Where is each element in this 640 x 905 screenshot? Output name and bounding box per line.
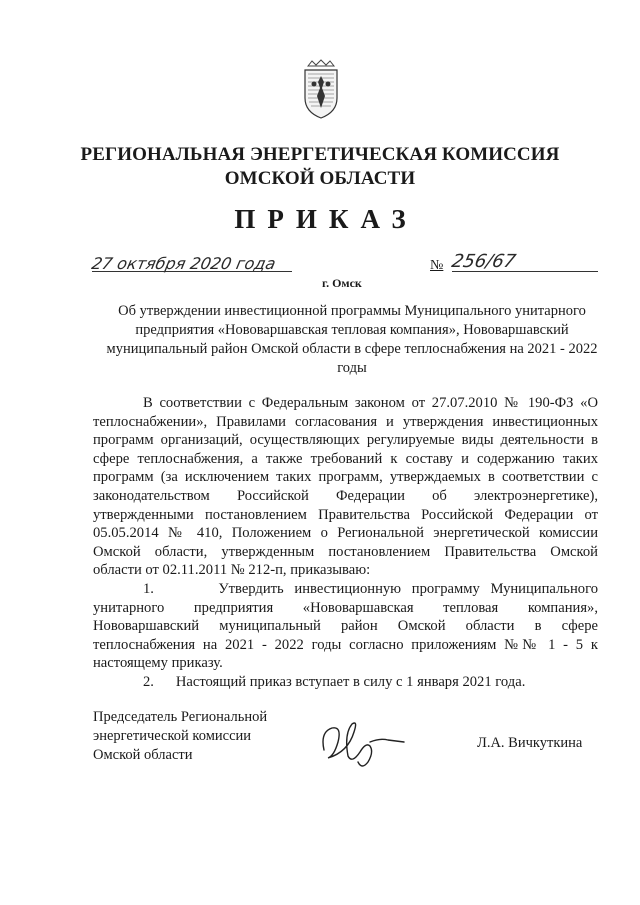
organization-name-line-2: ОМСКОЙ ОБЛАСТИ [224, 168, 416, 189]
coat-of-arms-icon [302, 58, 340, 120]
number-sign: № [430, 258, 444, 273]
order-body [93, 394, 598, 692]
signatory-name: Л.А. Вичкуткина [477, 735, 583, 751]
order-item-2: 2. Настоящий приказ вступает в силу с 1 января 2021 года. [143, 673, 526, 690]
order-item-1: 1. Утвердить инвестиционную программу Муниципального унитарного предприятия «Нововаршавская тепловая компания», Нововаршавский муниципальный район Омской области в сфере теплоснабжения на 2021 - 2022 годы согласно приложениям №№ 1 - 5 к настоящему приказу. [93, 580, 598, 672]
organization-name-line-1: РЕГИОНАЛЬНАЯ ЭНЕРГЕТИЧЕСКАЯ КОМИССИЯ [80, 144, 560, 165]
handwritten-signature-icon [318, 712, 408, 772]
city-label: г. Омск [322, 276, 362, 290]
date-underline [92, 271, 292, 272]
handwritten-date: 27 октября 2020 года [89, 254, 278, 273]
order-subject: Об утверждении инвестиционной программы Муниципального унитарного предприятия «Нововаршавская тепловая компания», Нововаршавский муниципальный район Омской области в сфере теплоснабжения на 2021 - 2022 годы [106, 303, 598, 376]
signatory-position-line-2: энергетической комиссии [93, 728, 252, 744]
number-underline [452, 271, 598, 272]
handwritten-order-number: 256/67 [449, 251, 518, 272]
signatory-position [93, 708, 303, 765]
preamble-paragraph: В соответствии с Федеральным законом от 27.07.2010 № 190-ФЗ «О теплоснабжении», Правилами согласования и утверждения инвестиционных программ организаций, осуществляющих регулируемые виды деятельности в сфере теплоснабжения, а также требований к составу и содержанию таких программ (за исключением таких программ, утверждаемых в соответствии с законодательством Российской Федерации об электроэнергетике), утвержденными постановлением Правительства Российской Федерации от 05.05.2014 № 410, Положением о Региональной энергетической комиссии Омской области, утвержденным постановлением Правительства Омской области от 02.11.2011 № 212-п, приказываю: [93, 395, 598, 579]
signatory-position-line-3: Омской области [93, 747, 193, 763]
document-type-title: ПРИКАЗ [234, 204, 418, 234]
signatory-position-line-1: Председатель Региональной [93, 709, 268, 725]
